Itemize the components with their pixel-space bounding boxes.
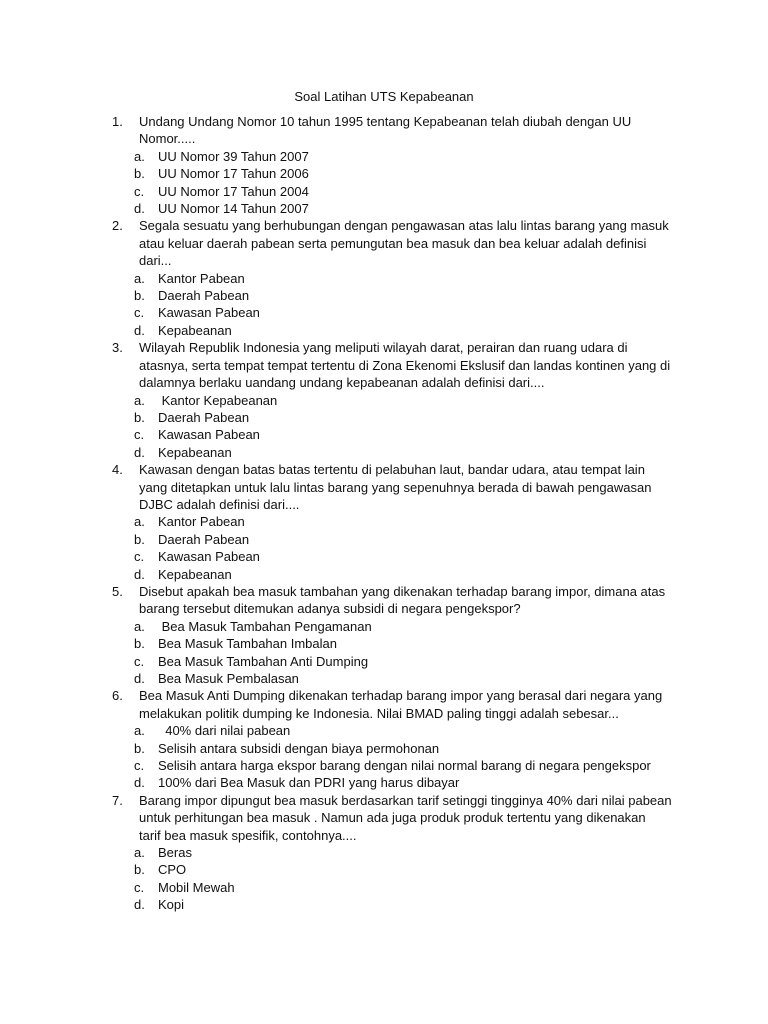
question-text-line: Wilayah Republik Indonesia yang meliputi wilayah darat, perairan dan ruang udara di (139, 340, 628, 356)
option-text: Beras (158, 845, 192, 861)
option-letter: c. (134, 758, 145, 774)
option-letter: d. (134, 322, 145, 338)
question-text-line: Segala sesuatu yang berhubungan dengan pengawasan atas lalu lintas barang yang masuk (139, 218, 669, 234)
option-letter: d. (134, 444, 145, 460)
option-item (112, 879, 682, 896)
question-body (134, 583, 682, 687)
question-text-line: melakukan politik dumping ke Indonesia. Nilai BMAD paling tinggi adalah sebesar... (139, 705, 619, 721)
option-item (112, 566, 682, 583)
question-body (134, 339, 682, 461)
option-item (112, 548, 682, 565)
question-body (134, 113, 682, 217)
option-item (112, 896, 682, 913)
option-text: Selisih antara harga ekspor barang dengan nilai normal barang di negara pengekspor (158, 758, 651, 774)
option-item (112, 426, 682, 443)
question-text-line: Nomor..... (139, 131, 196, 147)
option-letter: b. (134, 636, 145, 652)
option-list (112, 513, 682, 583)
option-text: Daerah Pabean (158, 409, 250, 425)
question-text-line: Disebut apakah bea masuk tambahan yang dikenakan terhadap barang impor, dimana atas (139, 583, 666, 599)
option-list (112, 270, 682, 340)
option-letter: d. (134, 566, 145, 582)
option-item (112, 322, 682, 339)
question-text-line: atasnya, serta tempat tempat tertentu di Zona Ekenomi Ekslusif dan landas kontinen yang di (139, 357, 671, 373)
option-text: 40% dari nilai pabean (158, 723, 291, 739)
question-text-line: untuk perhitungan bea masuk . Namun ada juga produk produk tertentu yang dikenakan (139, 810, 646, 826)
option-text: Bea Masuk Tambahan Imbalan (158, 636, 337, 652)
option-text: UU Nomor 14 Tahun 2007 (158, 201, 309, 217)
question-text-line: DJBC adalah definisi dari.... (139, 496, 300, 512)
option-letter: a. (134, 514, 145, 530)
option-item (112, 392, 682, 409)
option-item (112, 287, 682, 304)
question-text-line: barang tersebut ditemukan adanya subsidi di negara pengekspor? (139, 601, 521, 617)
option-list (112, 844, 682, 914)
question-text-line: Undang Undang Nomor 10 tahun 1995 tentang Kepabeanan telah diubah dengan UU (139, 114, 632, 129)
option-item (112, 740, 682, 757)
question-list (112, 113, 682, 914)
option-text: Daerah Pabean (158, 531, 250, 547)
option-letter: a. (134, 723, 145, 739)
option-letter: c. (134, 879, 145, 895)
option-item (112, 722, 682, 739)
question-item (112, 687, 682, 791)
option-list (112, 148, 682, 218)
option-item (112, 200, 682, 217)
option-text: Selisih antara subsidi dengan biaya permohonan (158, 740, 440, 756)
option-letter: b. (134, 409, 145, 425)
option-text: Kantor Pabean (158, 514, 245, 530)
question-number: 7. (112, 792, 123, 808)
option-text: Kawasan Pabean (158, 549, 260, 565)
option-text: Bea Masuk Tambahan Pengamanan (158, 618, 372, 634)
question-item (112, 792, 682, 914)
question-text-line: dari... (139, 253, 172, 269)
option-item (112, 774, 682, 791)
question-item (112, 217, 682, 339)
option-item (112, 270, 682, 287)
question-text-line: Bea Masuk Anti Dumping dikenakan terhadap barang impor yang berasal dari negara yang (139, 688, 663, 704)
option-item (112, 635, 682, 652)
option-text: Mobil Mewah (158, 879, 235, 895)
option-text: Bea Masuk Tambahan Anti Dumping (158, 653, 369, 669)
question-number: 1. (112, 114, 123, 129)
option-letter: a. (134, 618, 145, 634)
question-text-line: Kawasan dengan batas batas tertentu di pelabuhan laut, bandar udara, atau tempat lain (139, 462, 645, 478)
option-item (112, 165, 682, 182)
option-item (112, 618, 682, 635)
option-item (112, 304, 682, 321)
option-letter: b. (134, 531, 145, 547)
option-letter: c. (134, 305, 145, 321)
option-list (112, 722, 682, 792)
option-item (112, 183, 682, 200)
question-body (134, 217, 682, 339)
question-item (112, 461, 682, 583)
option-item (112, 757, 682, 774)
question-number: 2. (112, 218, 123, 234)
option-list (112, 618, 682, 688)
question-item (112, 339, 682, 461)
option-text: Kawasan Pabean (158, 305, 260, 321)
option-letter: d. (134, 897, 145, 913)
question-text-line: Barang impor dipungut bea masuk berdasarkan tarif setinggi tingginya 40% dari nilai pabean (139, 792, 672, 808)
option-text: Kopi (158, 897, 185, 913)
option-item (112, 531, 682, 548)
option-letter: d. (134, 671, 145, 686)
option-item (112, 861, 682, 878)
option-letter: d. (134, 201, 145, 217)
option-text: Kepabeanan (158, 444, 232, 460)
option-text: UU Nomor 39 Tahun 2007 (158, 148, 309, 164)
option-letter: d. (134, 775, 145, 791)
option-text: UU Nomor 17 Tahun 2006 (158, 166, 309, 182)
option-text: 100% dari Bea Masuk dan PDRI yang harus dibayar (158, 775, 460, 791)
option-text: Kantor Pabean (158, 270, 245, 286)
option-letter: c. (134, 183, 145, 199)
question-number: 5. (112, 583, 123, 599)
option-text: Daerah Pabean (158, 288, 250, 304)
question-text-line: yang ditetapkan untuk lalu lintas barang yang sepenuhnya berada di bawah pengawasan (139, 479, 652, 495)
option-letter: c. (134, 653, 145, 669)
option-letter: a. (134, 845, 145, 861)
option-text: Kantor Kepabeanan (158, 392, 278, 408)
option-letter: b. (134, 862, 145, 878)
question-text-line: tarif bea masuk spesifik, contohnya.... (139, 827, 357, 843)
option-text: Kepabeanan (158, 322, 232, 338)
question-number: 6. (112, 688, 123, 704)
option-letter: c. (134, 427, 145, 443)
option-text: Bea Masuk Pembalasan (158, 671, 299, 686)
page-title: Soal Latihan UTS Kepabeanan (294, 89, 474, 104)
option-item (112, 513, 682, 530)
question-body (134, 687, 682, 791)
option-letter: b. (134, 288, 145, 304)
question-item (112, 583, 682, 687)
option-item (112, 148, 682, 165)
question-item (112, 113, 682, 217)
option-item (112, 653, 682, 670)
option-text: Kepabeanan (158, 566, 232, 582)
option-letter: b. (134, 740, 145, 756)
option-text: CPO (158, 862, 187, 878)
question-text-line: dalamnya berlaku uandang undang kepabeanan adalah definisi dari.... (139, 375, 545, 391)
option-letter: c. (134, 549, 145, 565)
option-text: Kawasan Pabean (158, 427, 260, 443)
option-item (112, 409, 682, 426)
option-letter: b. (134, 166, 145, 182)
option-item (112, 444, 682, 461)
question-text-line: atau keluar daerah pabean serta pemungutan bea masuk dan bea keluar adalah definisi (139, 235, 647, 251)
option-letter: a. (134, 270, 145, 286)
option-item (112, 844, 682, 861)
option-letter: a. (134, 148, 145, 164)
question-number: 4. (112, 462, 123, 478)
question-body (134, 792, 682, 914)
question-number: 3. (112, 340, 123, 356)
question-body (134, 461, 682, 583)
option-item (112, 670, 682, 687)
option-letter: a. (134, 392, 145, 408)
option-list (112, 392, 682, 462)
option-text: UU Nomor 17 Tahun 2004 (158, 183, 309, 199)
